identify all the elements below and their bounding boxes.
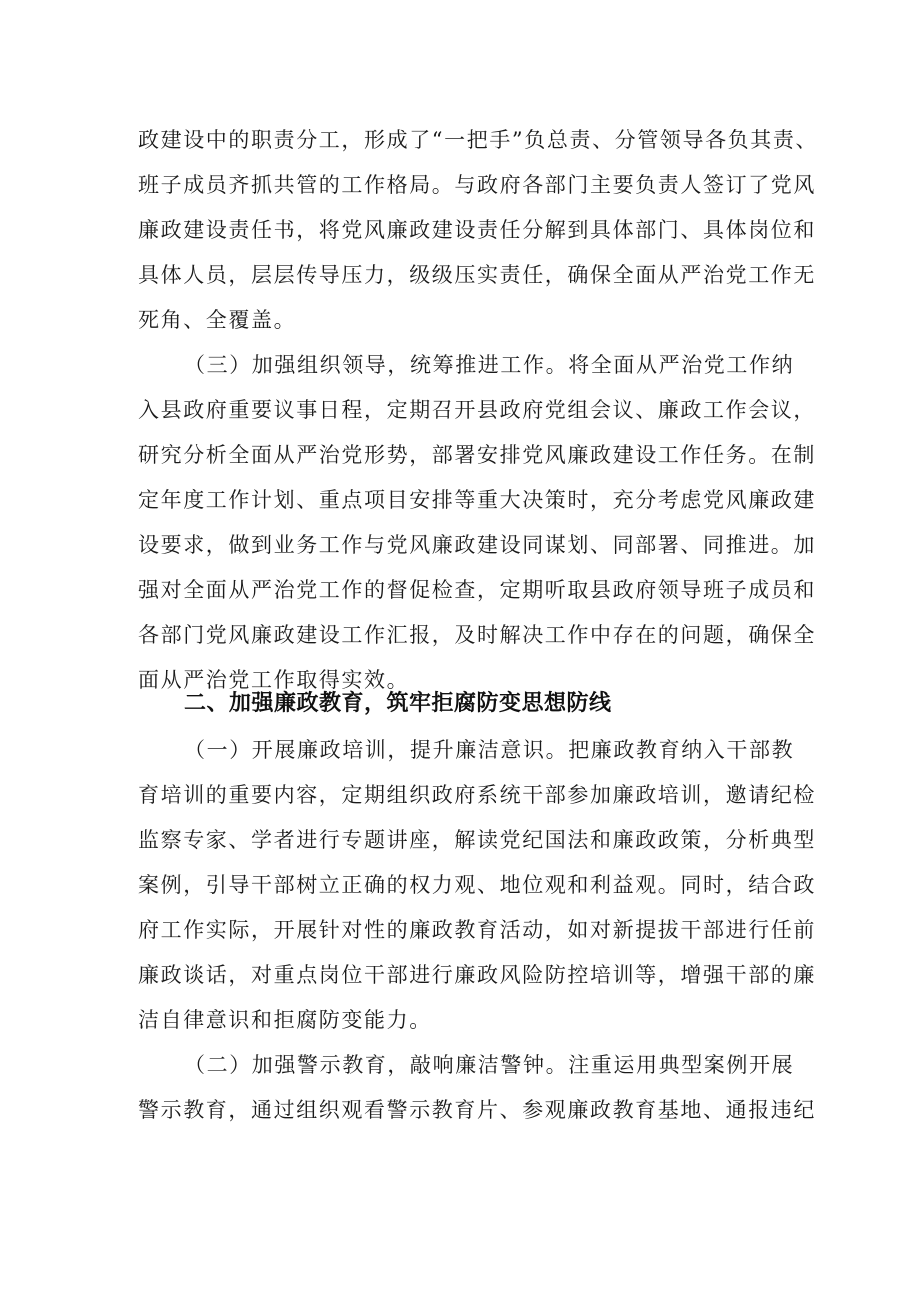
body-line: 洁自律意识和拒腐防变能力。 bbox=[138, 1008, 432, 1032]
body-line: 廉政建设责任书，将党风廉政建设责任分解到具体部门、具体岗位和 bbox=[138, 218, 816, 242]
body-line: 研究分析全面从严治党形势，部署安排党风廉政建设工作任务。在制 bbox=[138, 443, 816, 467]
body-line: 政建设中的职责分工，形成了“一把手”负总责、分管领导各负其责、 bbox=[138, 128, 819, 152]
body-line: 入县政府重要议事日程，定期召开县政府党组会议、廉政工作会议， bbox=[138, 398, 816, 422]
body-line: 面从严治党工作取得实效。 bbox=[138, 668, 410, 692]
body-line: 府工作实际，开展针对性的廉政教育活动，如对新提拔干部进行任前 bbox=[138, 918, 816, 942]
body-line: 廉政谈话，对重点岗位干部进行廉政风险防控培训等，增强干部的廉 bbox=[138, 963, 816, 987]
paragraph-first-line: （三）加强组织领导，统筹推进工作。将全面从严治党工作纳 bbox=[184, 353, 795, 377]
paragraph-first-line: （一）开展廉政培训，提升廉洁意识。把廉政教育纳入干部教 bbox=[184, 738, 795, 762]
body-line: 监察专家、学者进行专题讲座，解读党纪国法和廉政政策，分析典型 bbox=[138, 828, 816, 852]
body-line: 案例，引导干部树立正确的权力观、地位观和利益观。同时，结合政 bbox=[138, 873, 816, 897]
body-line: 强对全面从严治党工作的督促检查，定期听取县政府领导班子成员和 bbox=[138, 578, 816, 602]
body-line: 班子成员齐抓共管的工作格局。与政府各部门主要负责人签订了党风 bbox=[138, 173, 816, 197]
body-line: 警示教育，通过组织观看警示教育片、参观廉政教育基地、通报违纪 bbox=[138, 1098, 816, 1122]
body-line: 育培训的重要内容，定期组织政府系统干部参加廉政培训，邀请纪检 bbox=[138, 783, 816, 807]
body-line: 具体人员，层层传导压力，级级压实责任，确保全面从严治党工作无 bbox=[138, 263, 816, 287]
paragraph-first-line: （二）加强警示教育，敲响廉洁警钟。注重运用典型案例开展 bbox=[184, 1053, 795, 1077]
body-line: 死角、全覆盖。 bbox=[138, 308, 297, 332]
body-line: 各部门党风廉政建设工作汇报，及时解决工作中存在的问题，确保全 bbox=[138, 623, 816, 647]
body-line: 设要求，做到业务工作与党风廉政建设同谋划、同部署、同推进。加 bbox=[138, 533, 816, 557]
section-heading: 二、加强廉政教育，筑牢拒腐防变思想防线 bbox=[184, 691, 612, 716]
body-line: 定年度工作计划、重点项目安排等重大决策时，充分考虑党风廉政建 bbox=[138, 488, 816, 512]
